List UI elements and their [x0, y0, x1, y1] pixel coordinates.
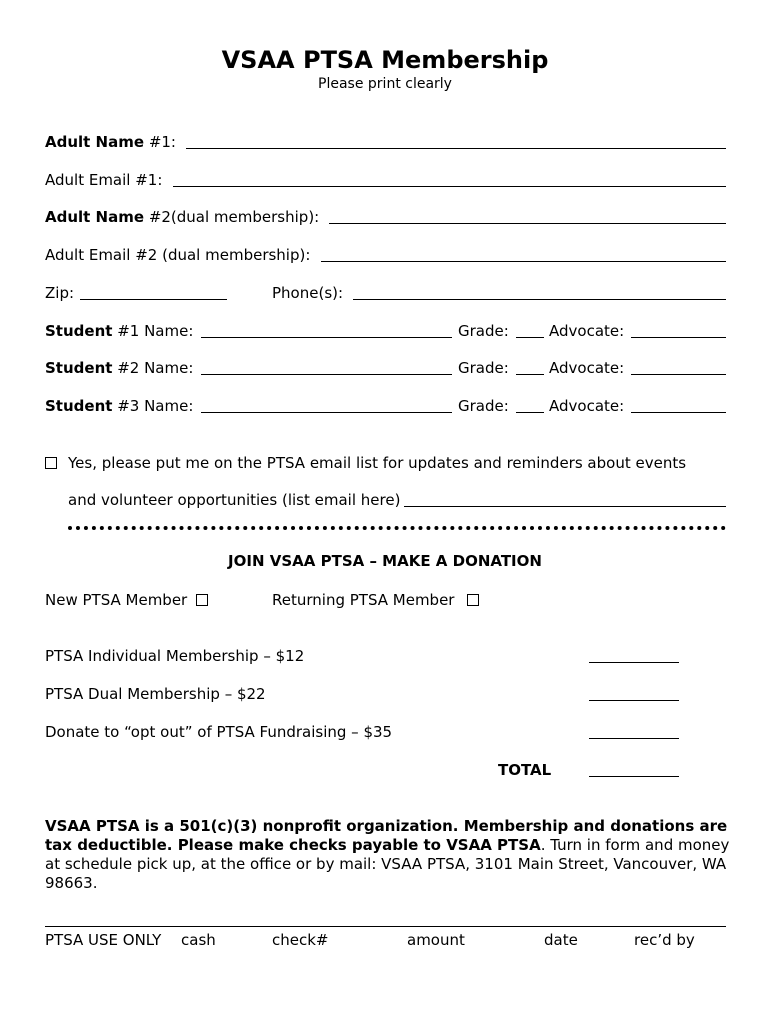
zip-field[interactable]	[80, 299, 227, 300]
student1-advocate-field[interactable]	[631, 337, 726, 338]
student3-name-label: Student #3 Name:	[45, 397, 194, 415]
adult2-email-label: Adult Email #2 (dual membership):	[45, 246, 311, 264]
office-use-label: PTSA USE ONLY	[45, 931, 162, 949]
office-use-amount: amount	[407, 931, 465, 949]
dual-membership-label: PTSA Dual Membership – $22	[45, 685, 266, 703]
opt-out-donation-amount[interactable]	[589, 738, 679, 739]
total-label: TOTAL	[498, 761, 552, 779]
email-list-text: Yes, please put me on the PTSA email list for updates and reminders about events	[68, 454, 687, 472]
student1-name-field[interactable]	[201, 337, 452, 338]
cut-line-divider	[68, 526, 726, 530]
student3-grade-label: Grade:	[458, 397, 509, 415]
student2-name-label: Student #2 Name:	[45, 359, 194, 377]
donation-heading: JOIN VSAA PTSA – MAKE A DONATION	[228, 552, 542, 570]
student1-grade-field[interactable]	[516, 337, 544, 338]
office-use-cash: cash	[181, 931, 216, 949]
phone-label: Phone(s):	[272, 284, 344, 302]
student1-grade-label: Grade:	[458, 322, 509, 340]
student1-name-label: Student #1 Name:	[45, 322, 194, 340]
student2-name-field[interactable]	[201, 374, 452, 375]
student2-grade-label: Grade:	[458, 359, 509, 377]
student3-advocate-label: Advocate:	[549, 397, 625, 415]
opt-out-donation-label: Donate to “opt out” of PTSA Fundraising – $35	[45, 723, 393, 741]
adult2-name-field[interactable]	[329, 223, 726, 224]
page-title: VSAA PTSA Membership	[221, 46, 549, 74]
email-list-text-2: and volunteer opportunities (list email here)	[68, 491, 401, 509]
student3-grade-field[interactable]	[516, 412, 544, 413]
office-use-recd-by: rec’d by	[634, 931, 695, 949]
student1-advocate-label: Advocate:	[549, 322, 625, 340]
email-list-field[interactable]	[404, 506, 726, 507]
office-use-date: date	[544, 931, 578, 949]
new-member-label: New PTSA Member	[45, 591, 188, 609]
new-member-checkbox[interactable]	[196, 594, 208, 606]
individual-membership-label: PTSA Individual Membership – $12	[45, 647, 305, 665]
returning-member-label: Returning PTSA Member	[272, 591, 455, 609]
adult2-email-field[interactable]	[321, 261, 726, 262]
zip-label: Zip:	[45, 284, 75, 302]
returning-member-checkbox[interactable]	[467, 594, 479, 606]
dual-membership-amount[interactable]	[589, 700, 679, 701]
individual-membership-amount[interactable]	[589, 662, 679, 663]
student2-grade-field[interactable]	[516, 374, 544, 375]
student3-advocate-field[interactable]	[631, 412, 726, 413]
adult1-email-label: Adult Email #1:	[45, 171, 163, 189]
adult2-name-label: Adult Name #2(dual membership):	[45, 208, 320, 226]
adult1-name-label: Adult Name #1:	[45, 133, 176, 151]
student2-advocate-field[interactable]	[631, 374, 726, 375]
student3-name-field[interactable]	[201, 412, 452, 413]
phone-field[interactable]	[353, 299, 726, 300]
total-amount[interactable]	[589, 776, 679, 777]
page-subtitle: Please print clearly	[318, 76, 452, 92]
email-list-checkbox[interactable]	[45, 457, 57, 469]
nonprofit-notice: VSAA PTSA is a 501(c)(3) nonprofit organization. Membership and donations are tax deductible. Please make checks payable to VSAA PTSA. Turn in form and money at schedule pick up, at the office or by mail: VSAA PTSA, 3101 Main Street, Vancouver, WA 98663.	[45, 817, 730, 892]
office-use-check: check#	[272, 931, 329, 949]
student2-advocate-label: Advocate:	[549, 359, 625, 377]
adult1-email-field[interactable]	[173, 186, 726, 187]
office-use-divider	[45, 926, 726, 927]
adult1-name-field[interactable]	[186, 148, 726, 149]
